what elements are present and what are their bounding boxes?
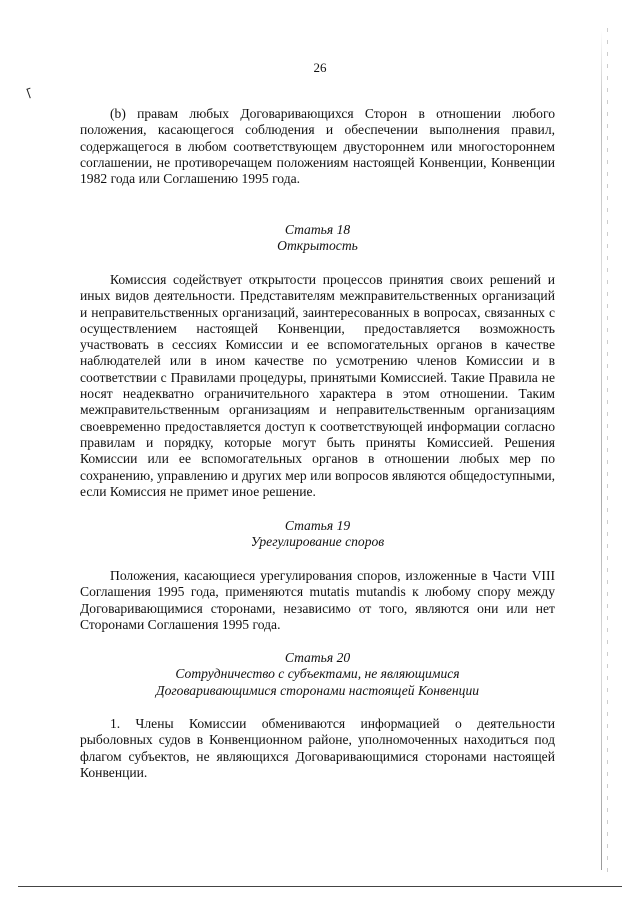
article-19-body	[80, 568, 555, 633]
article-18-heading	[80, 222, 555, 255]
intro-paragraph-block	[80, 106, 555, 187]
article-18-title: Открытость	[277, 238, 358, 254]
article-18-body	[80, 272, 555, 500]
article-19-text: Положения, касающиеся урегулирования споров, изложенные в Части VIII Соглашения 1995 года, применяются mutatis mutandis к любому спору между Договаривающимися сторонами, независимо от того, являются они или нет Сторонами Соглашения 1995 года.	[80, 568, 555, 632]
scan-edge-line	[601, 30, 602, 870]
article-20-title-line1: Сотрудничество с субъектами, не являющимися	[175, 666, 460, 682]
article-19-heading	[80, 518, 555, 551]
article-19-title: Урегулирование споров	[250, 534, 385, 550]
article-19-number: Статья 19	[284, 518, 351, 533]
intro-paragraph: (b) правам любых Договаривающихся Сторон в отношении любого положения, касающегося соблюдения и обеспечении выполнения правил, содержащегося в любом соответствующем двустороннем или многостороннем соглашении, не противоречащем положениям настоящей Конвенции, Конвенции 1982 года или Соглашению 1995 года.	[80, 106, 555, 187]
scan-bottom-line	[18, 886, 622, 888]
article-20-text: 1. Члены Комиссии обмениваются информацией о деятельности рыболовных судов в Конвенционном районе, уполномоченных находиться под флагом субъектов, не являющихся Договаривающимися сторонами настоящей Конвенции.	[80, 716, 555, 780]
article-20-body	[80, 716, 555, 781]
article-20-title-line2: Договаривающимися сторонами настоящей Конвенции	[155, 682, 480, 698]
article-20-heading	[80, 650, 555, 699]
article-20-number: Статья 20	[284, 650, 351, 665]
scan-edge-line-dashed	[607, 20, 608, 880]
page-number: 26	[313, 60, 327, 75]
margin-mark	[26, 88, 33, 99]
article-18-number: Статья 18	[284, 222, 351, 237]
article-18-text: Комиссия содействует открытости процессов принятия своих решений и иных видов деятельности. Представителям межправительственных организаций и неправительственных организаций, заинтересованных в вопросах, связанных с осуществлением настоящей Конвенции, предоставляется возможность участвовать в сессиях Комиссии и ее вспомогательных органов в качестве наблюдателей или в ином качестве по усмотрению членов Комиссии и в соответствии с Правилами процедуры, принятыми Комиссией. Такие Правила не носят неадекватно ограничительного характера в этом отношении. Таким межправительственным организациям и неправительственным организациям своевременно предоставляется доступ к соответствующей информации согласно правилам и порядку, которые могут быть приняты Комиссией. Решения Комиссии или ее вспомогательных органов в отношении любых мер по сохранению, управлению и других мер или вопросов являются общедоступными, если Комиссия не примет иное решение.	[80, 272, 555, 499]
